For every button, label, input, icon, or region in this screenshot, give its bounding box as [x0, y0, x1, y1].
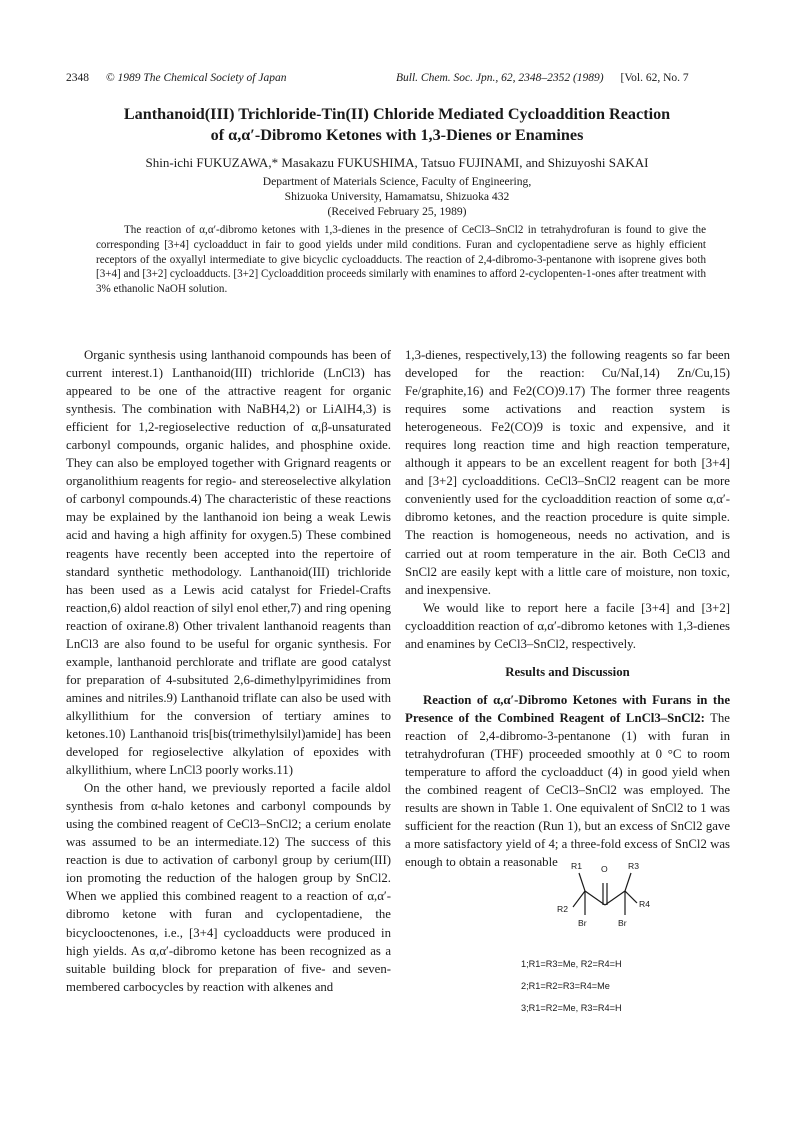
bond-c2-r4 [625, 891, 637, 903]
right-column [405, 346, 730, 871]
bond-c1-r1 [579, 873, 585, 891]
bromine-label-right: Br [618, 918, 627, 928]
bond-r2-c1 [573, 891, 585, 907]
r3-label: R3 [628, 861, 639, 871]
bond-carbonyl-c2 [605, 891, 625, 905]
affiliation [66, 174, 728, 219]
affiliation-department: Department of Materials Science, Faculty of Engineering, [262, 175, 532, 188]
running-header-right [396, 72, 689, 84]
page-number: 2348 [66, 72, 89, 84]
bond-c2-r3 [625, 873, 631, 891]
title-line-1: Lanthanoid(III) Trichloride-Tin(II) Chloride Mediated Cycloaddition Reaction [123, 105, 671, 123]
oxygen-label: O [601, 864, 608, 874]
compound-label-2: 2;R1=R2=R3=R4=Me [521, 981, 610, 991]
chemical-structure [505, 855, 725, 1035]
affiliation-university: Shizuoka University, Hamamatsu, Shizuoka 432 [284, 190, 510, 203]
body-paragraph: 1,3-dienes, respectively,13) the following reagents so far been developed for the reaction: Cu/NaI,14) Zn/Cu,15) Fe/graphite,16) and Fe2(CO)9.17) The former three reagents requires some activations and reaction system is heterogeneous. Fe2(CO)9 is toxic and expensive, and it requires long reaction time and high reaction temperature, although it appears to be an excellent reagent for both [3+4] and [3+2] cycloadditions. CeCl3–SnCl2 reagent can be more conveniently used for the cycloaddition reaction of some α,α′-dibromo ketones, and the reaction procedure is quite simple. The reaction is homogeneous, needs no activation, and is carried out at room temperature in the air. Both CeCl3 and SnCl2 are easily kept with a little care of moisture, non toxic, and inexpensive. [405, 348, 730, 597]
body-paragraph: Organic synthesis using lanthanoid compounds has been of current interest.1) Lanthanoid(III) trichloride (LnCl3) has appeared to be one of the attractive reagent for organic synthesis. The combination with NaBH4,2) or LiAlH4,3) is efficient for 1,2-regioselective reduction of α,β-unsaturated carbonyl compounds, organic halides, and phosphine oxide. They can also be employed together with Grignard reagents or organolithium reagents for regio- and stereoselective alkylation of carbonyl compounds.4) The characteristic of these reactions may be explained by the lanthanoid ion being a weak Lewis acid and having a high affinity for oxygen.5) These combined reagents have recently been accepted into the repertoire of standard synthetic methodology. Lanthanoid(III) trichloride has been used as a Lewis acid catalyst for Friedel-Crafts reaction,6) aldol reaction of silyl enol ether,7) and ring opening reaction of oxirane.8) Other trivalent lanthanoid reagents than LnCl3 are also found to be useful for organic synthesis. For example, lanthanoid perchlorate and triflate are good catalyst for preparation of 4-subsituted 2,6-dimethylpyrimidines from amines and nitriles.9) Lanthanoid triflate can also be used with alkyllithium for the conversion of tertiary amines to ketones.10) Lanthanoid tris[bis(trimethylsilyl)amide] has been developed for regioselective alkylation of epoxides with alkyllithium, where LnCl3 poorly works.11) [66, 348, 391, 778]
bond-c1-carbonyl [585, 891, 605, 905]
r4-label: R4 [639, 899, 650, 909]
abstract: The reaction of α,α′-dibromo ketones with 1,3-dienes in the presence of CeCl3–SnCl2 in tetrahydrofuran is found to give the corresponding [3+4] cycloadduct in fair to good yields under mild conditions. Furan and cyclopentadiene serve as highly efficient receptors of the oxyallyl intermediate to give bicyclic cycloadducts. The reaction of 2,4-dibromo-3-pentanone with isoprene gives both [3+4] and [3+2] cycloadducts. [3+2] Cycloaddition proceeds similarly with enamines to afford 2-cyclopenten-1-ones after treatment with 3% ethanolic NaOH solution. [96, 224, 706, 296]
paper-title [66, 104, 728, 146]
compound-label-3: 3;R1=R2=Me, R3=R4=H [521, 1003, 622, 1013]
dibromo-ketone-skeleton [505, 855, 725, 975]
bromine-label-left: Br [578, 918, 587, 928]
compound-label-1: 1;R1=R3=Me, R2=R4=H [521, 959, 622, 969]
section-heading: Results and Discussion [505, 664, 630, 679]
running-header-left [66, 72, 286, 84]
body-paragraph: On the other hand, we previously reported a facile aldol synthesis from α-halo ketones and carbonyl compounds by using the combined reagent of CeCl3–SnCl2; a cerium enolate was assumed to be an intermediate.12) The success of this reaction is due to activation of carbonyl group by cerium(III) ion promoting the reduction of the halogen group by SnCl2. When we applied this combined reagent to a reaction of α,α′-dibromo ketone with furan and cyclopentadiene, the bicyclooctenones, i.e., [3+4] cycloadducts were produced in high yields. As α,α′-dibromo ketone has been recognized as a suitable building block for preparation of five- and seven-membered carbocycles by reaction with alkenes and [66, 781, 391, 994]
r2-label: R2 [557, 904, 568, 914]
copyright-notice: © 1989 The Chemical Society of Japan [105, 72, 287, 84]
left-column [66, 346, 391, 996]
author-list: Shin-ichi FUKUZAWA,* Masakazu FUKUSHIMA, Tatsuo FUJINAMI, and Shizuyoshi SAKAI [145, 155, 649, 170]
subsection-paragraph [405, 691, 730, 871]
volume-info: [Vol. 62, No. 7 [620, 72, 689, 84]
title-line-2: of α,α′-Dibromo Ketones with 1,3-Dienes or Enamines [210, 126, 584, 144]
body-paragraph: We would like to report here a facile [3+4] and [3+2] cycloaddition reaction of α,α′-dibromo ketones with 1,3-dienes and enamines by CeCl3–SnCl2, respectively. [405, 600, 730, 651]
subsection-title: Reaction of α,α′-Dibromo Ketones with Furans in the Presence of the Combined Reagent of LnCl3–SnCl2: [405, 692, 730, 725]
journal-citation: Bull. Chem. Soc. Jpn., 62, 2348–2352 (1989) [396, 72, 604, 84]
subsection-text: The reaction of 2,4-dibromo-3-pentanone (1) with furan in tetrahydrofuran (THF) proceeded smoothly at 0 °C to room temperature to afford the cycloadduct (4) in good yield when the combined reagent of CeCl3–SnCl2 was employed. The results are shown in Table 1. One equivalent of SnCl2 to 1 was sufficient for the reaction (Run 1), but an excess of SnCl2 gave a more satisfactory yield of 4; a three-fold excess of SnCl2 was enough to obtain a reasonable [405, 710, 730, 870]
r1-label: R1 [571, 861, 582, 871]
received-date: (Received February 25, 1989) [327, 205, 467, 218]
